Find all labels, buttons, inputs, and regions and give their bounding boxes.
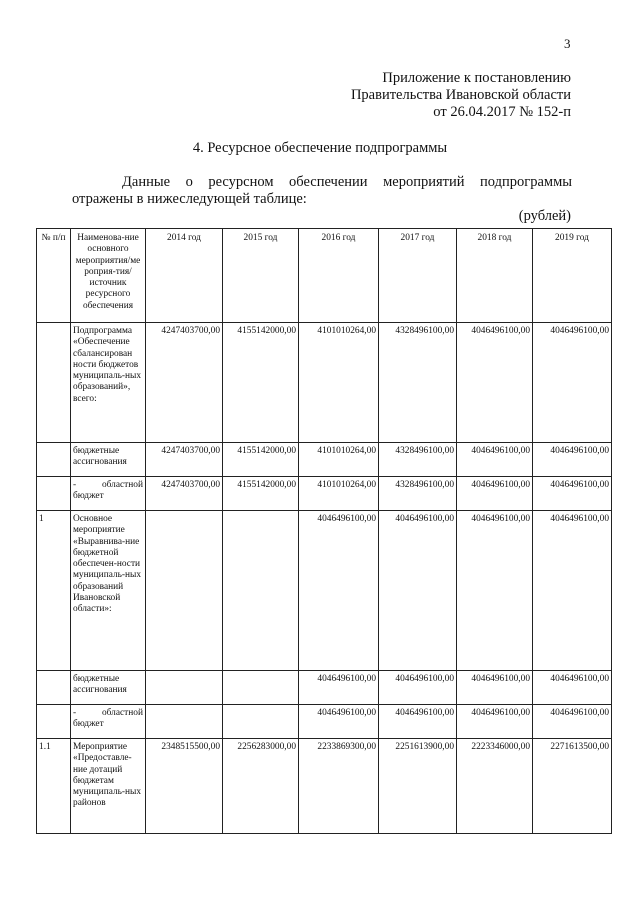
row-name: Мероприятие «Предоставле-ние дотаций бюджетам муниципаль-ных районов <box>71 739 146 834</box>
appendix-line-1: Приложение к постановлению <box>382 70 571 86</box>
cell-2014 <box>146 671 223 705</box>
header-2016: 2016 год <box>299 229 379 323</box>
header-2015: 2015 год <box>223 229 299 323</box>
page-number: 3 <box>564 36 571 51</box>
cell-2014: 2348515500,00 <box>146 739 223 834</box>
cell-2015: 4155142000,00 <box>223 477 299 511</box>
header-2019: 2019 год <box>533 229 612 323</box>
header-num: № п/п <box>37 229 71 323</box>
cell-2016: 4046496100,00 <box>299 705 379 739</box>
cell-2017: 4328496100,00 <box>379 477 457 511</box>
row-num: 1 <box>37 511 71 671</box>
cell-2014 <box>146 511 223 671</box>
cell-2019: 4046496100,00 <box>533 477 612 511</box>
header-name: Наименова-ние основного мероприятия/ме роприя-тия/источник ресурсного обеспечения <box>71 229 146 323</box>
cell-2016: 4046496100,00 <box>299 671 379 705</box>
header-2014: 2014 год <box>146 229 223 323</box>
row-num <box>37 443 71 477</box>
cell-2015 <box>223 705 299 739</box>
cell-2019: 4046496100,00 <box>533 511 612 671</box>
table-header-row <box>37 229 612 323</box>
cell-2016: 2233869300,00 <box>299 739 379 834</box>
units-label: (рублей) <box>518 208 571 224</box>
intro-paragraph <box>72 174 572 208</box>
cell-2018: 4046496100,00 <box>457 511 533 671</box>
row-name: бюджетные ассигнования <box>71 443 146 477</box>
cell-2016: 4101010264,00 <box>299 477 379 511</box>
table-row <box>37 671 612 705</box>
section-title: 4. Ресурсное обеспечение подпрограммы <box>192 140 448 156</box>
cell-2019: 4046496100,00 <box>533 671 612 705</box>
row-name: Подпрограмма «Обеспечение сбалансирован ности бюджетов муниципаль-ных образований», всего: <box>71 323 146 443</box>
table-row <box>37 739 612 834</box>
row-name: бюджетные ассигнования <box>71 671 146 705</box>
cell-2018: 4046496100,00 <box>457 323 533 443</box>
cell-2015 <box>223 511 299 671</box>
row-num <box>37 705 71 739</box>
cell-2018: 4046496100,00 <box>457 705 533 739</box>
appendix-line-2: Правительства Ивановской области <box>350 87 571 103</box>
cell-2015: 4155142000,00 <box>223 443 299 477</box>
cell-2017: 4328496100,00 <box>379 443 457 477</box>
cell-2017: 4328496100,00 <box>379 323 457 443</box>
row-num <box>37 671 71 705</box>
row-name: - областной бюджет <box>71 705 146 739</box>
cell-2014: 4247403700,00 <box>146 443 223 477</box>
row-num <box>37 323 71 443</box>
cell-2017: 2251613900,00 <box>379 739 457 834</box>
cell-2017: 4046496100,00 <box>379 671 457 705</box>
cell-2016: 4101010264,00 <box>299 443 379 477</box>
cell-2019: 4046496100,00 <box>533 705 612 739</box>
intro-line-1: Данные о ресурсном обеспечении мероприятий подпрограммы <box>122 174 572 190</box>
table-row <box>37 511 612 671</box>
table-row <box>37 443 612 477</box>
cell-2019: 4046496100,00 <box>533 323 612 443</box>
cell-2015: 4155142000,00 <box>223 323 299 443</box>
cell-2015 <box>223 671 299 705</box>
table-row <box>37 323 612 443</box>
appendix-header <box>351 70 571 121</box>
row-num <box>37 477 71 511</box>
row-name: Основное мероприятие «Выравнива-ние бюджетной обеспечен-ности муниципаль-ных образований Ивановской области»: <box>71 511 146 671</box>
cell-2017: 4046496100,00 <box>379 511 457 671</box>
cell-2014 <box>146 705 223 739</box>
row-name: - областной бюджет <box>71 477 146 511</box>
cell-2017: 4046496100,00 <box>379 705 457 739</box>
appendix-line-3: от 26.04.2017 № 152-п <box>433 104 571 120</box>
cell-2019: 4046496100,00 <box>533 443 612 477</box>
header-2018: 2018 год <box>457 229 533 323</box>
cell-2018: 4046496100,00 <box>457 671 533 705</box>
cell-2016: 4101010264,00 <box>299 323 379 443</box>
cell-2014: 4247403700,00 <box>146 477 223 511</box>
table-row <box>37 477 612 511</box>
resource-table <box>36 228 612 834</box>
cell-2014: 4247403700,00 <box>146 323 223 443</box>
cell-2018: 4046496100,00 <box>457 477 533 511</box>
cell-2015: 2256283000,00 <box>223 739 299 834</box>
cell-2016: 4046496100,00 <box>299 511 379 671</box>
cell-2018: 4046496100,00 <box>457 443 533 477</box>
table-row <box>37 705 612 739</box>
header-2017: 2017 год <box>379 229 457 323</box>
cell-2019: 2271613500,00 <box>533 739 612 834</box>
row-num: 1.1 <box>37 739 71 834</box>
intro-line-2: отражены в нижеследующей таблице: <box>72 191 307 207</box>
cell-2018: 2223346000,00 <box>457 739 533 834</box>
